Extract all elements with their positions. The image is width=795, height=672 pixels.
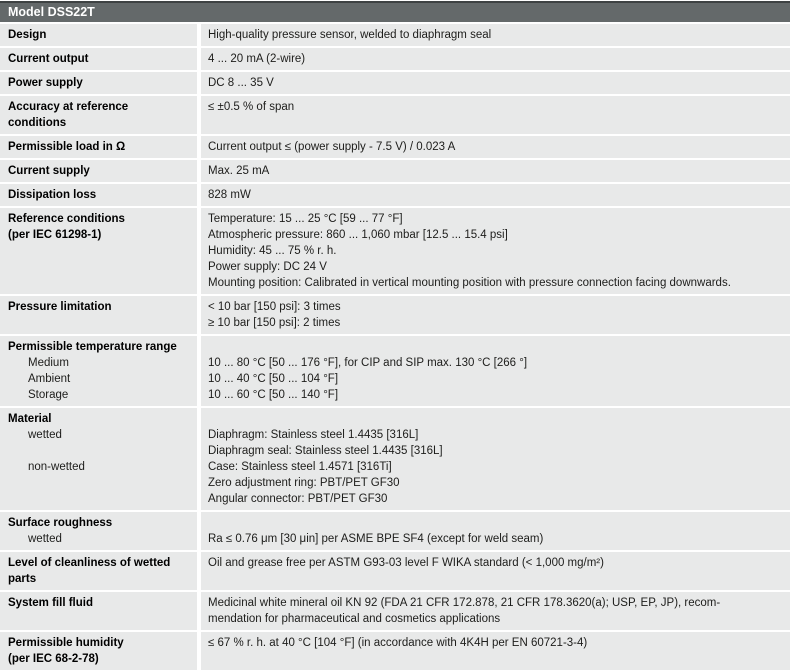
spec-value-cell bbox=[201, 96, 790, 134]
spec-label-cell bbox=[0, 184, 197, 206]
spec-row bbox=[0, 592, 790, 630]
spec-label-line: Surface roughness bbox=[8, 517, 113, 529]
spec-rows bbox=[0, 24, 790, 670]
spec-label-cell bbox=[0, 632, 197, 670]
table-title: Model DSS22T bbox=[8, 5, 95, 19]
spec-value-cell bbox=[201, 552, 790, 590]
spec-label-line: Medium bbox=[28, 357, 69, 369]
spec-value-line: Ra ≤ 0.76 μm [30 μin] per ASME BPE SF4 (except for weld seam) bbox=[208, 533, 544, 545]
spec-value-line: mendation for pharmaceutical and cosmetics applications bbox=[208, 613, 501, 625]
spec-value-line: Oil and grease free per ASTM G93-03 level F WIKA standard (< 1,000 mg/m²) bbox=[208, 557, 604, 569]
spec-label-cell bbox=[0, 160, 197, 182]
spec-label-line: Dissipation loss bbox=[8, 189, 97, 201]
spec-label-cell bbox=[0, 208, 197, 294]
spec-label-line: wetted bbox=[28, 533, 62, 545]
spec-label-line: Permissible humidity bbox=[8, 637, 124, 649]
spec-value-line: Case: Stainless steel 1.4571 [316Ti] bbox=[208, 461, 392, 473]
spec-row bbox=[0, 72, 790, 94]
spec-value-line: 10 ... 80 °C [50 ... 176 °F], for CIP and SIP max. 130 °C [266 °] bbox=[208, 357, 528, 369]
spec-value-line: Max. 25 mA bbox=[208, 165, 270, 177]
spec-label-cell bbox=[0, 72, 197, 94]
spec-value-cell bbox=[201, 24, 790, 46]
spec-value-line: Diaphragm: Stainless steel 1.4435 [316L] bbox=[208, 429, 419, 441]
spec-label-cell bbox=[0, 512, 197, 550]
spec-label-cell bbox=[0, 48, 197, 70]
spec-value-line: ≤ ±0.5 % of span bbox=[208, 101, 295, 113]
spec-row bbox=[0, 136, 790, 158]
spec-label-line: Reference conditions bbox=[8, 213, 125, 225]
spec-value-line: Medicinal white mineral oil KN 92 (FDA 21 CFR 172.878, 21 CFR 178.3620(a); USP, EP, JP), recom- bbox=[208, 597, 721, 609]
spec-row bbox=[0, 512, 790, 550]
spec-label-cell bbox=[0, 296, 197, 334]
spec-label-line: Current output bbox=[8, 53, 89, 65]
spec-value-line bbox=[208, 339, 784, 355]
spec-label-line: Pressure limitation bbox=[8, 301, 112, 313]
spec-label-line: Permissible temperature range bbox=[8, 341, 177, 353]
spec-label-line: System fill fluid bbox=[8, 597, 93, 609]
table-header bbox=[0, 1, 790, 22]
spec-value-cell bbox=[201, 48, 790, 70]
spec-label-line: wetted bbox=[28, 429, 62, 441]
spec-label-line: (per IEC 61298-1) bbox=[8, 229, 102, 241]
spec-value-line: Zero adjustment ring: PBT/PET GF30 bbox=[208, 477, 400, 489]
spec-value-line: High-quality pressure sensor, welded to diaphragm seal bbox=[208, 29, 492, 41]
spec-label-line bbox=[8, 443, 197, 459]
spec-value-cell bbox=[201, 72, 790, 94]
spec-value-line: 10 ... 40 °C [50 ... 104 °F] bbox=[208, 373, 339, 385]
spec-label-cell bbox=[0, 408, 197, 510]
spec-value-line: Angular connector: PBT/PET GF30 bbox=[208, 493, 388, 505]
spec-row bbox=[0, 160, 790, 182]
spec-label-cell bbox=[0, 592, 197, 630]
spec-value-line: 4 ... 20 mA (2-wire) bbox=[208, 53, 306, 65]
spec-label-cell bbox=[0, 336, 197, 406]
spec-label-line: parts bbox=[8, 573, 37, 585]
spec-label-cell bbox=[0, 24, 197, 46]
spec-value-cell bbox=[201, 512, 790, 550]
spec-value-line: Current output ≤ (power supply - 7.5 V) / 0.023 A bbox=[208, 141, 456, 153]
spec-row bbox=[0, 552, 790, 590]
spec-value-cell bbox=[201, 336, 790, 406]
spec-value-line: Diaphragm seal: Stainless steel 1.4435 [316L] bbox=[208, 445, 443, 457]
spec-label-line: Permissible load in Ω bbox=[8, 141, 126, 153]
spec-value-cell bbox=[201, 184, 790, 206]
spec-row bbox=[0, 184, 790, 206]
spec-label-line: (per IEC 68-2-78) bbox=[8, 653, 99, 665]
spec-value-line: ≥ 10 bar [150 psi]: 2 times bbox=[208, 317, 341, 329]
spec-label-line: non-wetted bbox=[28, 461, 85, 473]
spec-value-line bbox=[208, 411, 784, 427]
spec-row bbox=[0, 48, 790, 70]
spec-label-line: conditions bbox=[8, 117, 67, 129]
spec-row bbox=[0, 408, 790, 510]
spec-label-line: Storage bbox=[28, 389, 69, 401]
spec-row bbox=[0, 24, 790, 46]
spec-value-line bbox=[208, 515, 784, 531]
spec-value-cell bbox=[201, 208, 790, 294]
spec-value-line: Mounting position: Calibrated in vertical mounting position with pressure connection facing downwards. bbox=[208, 277, 731, 289]
spec-value-cell bbox=[201, 296, 790, 334]
spec-value-line: Temperature: 15 ... 25 °C [59 ... 77 °F] bbox=[208, 213, 403, 225]
spec-label-cell bbox=[0, 552, 197, 590]
spec-value-line: Humidity: 45 ... 75 % r. h. bbox=[208, 245, 337, 257]
spec-value-line: Power supply: DC 24 V bbox=[208, 261, 327, 273]
spec-label-line: Current supply bbox=[8, 165, 90, 177]
spec-label-line: Material bbox=[8, 413, 52, 425]
spec-label-cell bbox=[0, 136, 197, 158]
spec-label-line: Accuracy at reference bbox=[8, 101, 129, 113]
spec-value-cell bbox=[201, 632, 790, 670]
spec-value-cell bbox=[201, 160, 790, 182]
spec-row bbox=[0, 96, 790, 134]
spec-value-cell bbox=[201, 136, 790, 158]
spec-value-line: < 10 bar [150 psi]: 3 times bbox=[208, 301, 341, 313]
spec-label-line: Ambient bbox=[28, 373, 71, 385]
spec-row bbox=[0, 336, 790, 406]
spec-label-line: Level of cleanliness of wetted bbox=[8, 557, 171, 569]
spec-value-line: 828 mW bbox=[208, 189, 251, 201]
spec-label-cell bbox=[0, 96, 197, 134]
spec-value-line: ≤ 67 % r. h. at 40 °C [104 °F] (in accordance with 4K4H per EN 60721-3-4) bbox=[208, 637, 588, 649]
spec-row bbox=[0, 632, 790, 670]
spec-row bbox=[0, 208, 790, 294]
spec-value-line: 10 ... 60 °C [50 ... 140 °F] bbox=[208, 389, 339, 401]
spec-value-line: DC 8 ... 35 V bbox=[208, 77, 274, 89]
spec-label-line: Design bbox=[8, 29, 47, 41]
spec-value-cell bbox=[201, 408, 790, 510]
spec-label-line: Power supply bbox=[8, 77, 83, 89]
spec-row bbox=[0, 296, 790, 334]
spec-value-cell bbox=[201, 592, 790, 630]
spec-value-line: Atmospheric pressure: 860 ... 1,060 mbar [12.5 ... 15.4 psi] bbox=[208, 229, 508, 241]
